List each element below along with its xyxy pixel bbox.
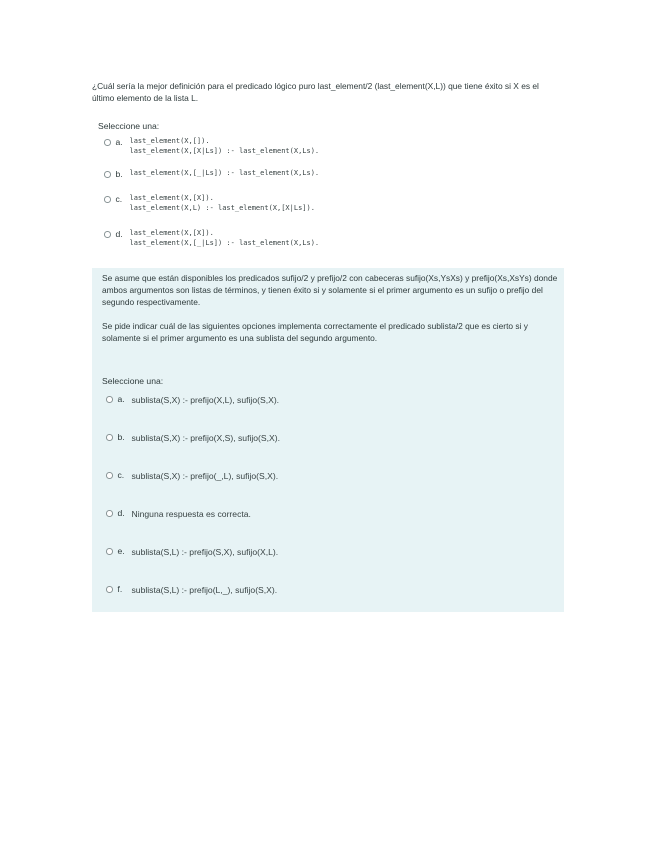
q2-option-b[interactable] <box>106 432 280 444</box>
code-line: last_element(X,[_|Ls]) :- last_element(X,Ls). <box>129 169 320 177</box>
code-line: last_element(X,[X|Ls]) :- last_element(X,Ls). <box>129 146 320 155</box>
option-letter: b. <box>117 432 125 442</box>
q2-option-a[interactable] <box>106 394 279 406</box>
radio-icon[interactable] <box>106 434 113 441</box>
question-2-stem-task: Se pide indicar cuál de las siguientes opciones implementa correctamente el predicado sublista/2 que es cierto si y solamente si el primer argumento es una sublista del segundo argumento. <box>102 321 528 343</box>
q2-option-c[interactable] <box>106 470 278 482</box>
option-letter: a. <box>115 137 123 147</box>
option-letter: f. <box>117 584 123 594</box>
radio-icon[interactable] <box>104 139 111 146</box>
option-text: Ninguna respuesta es correcta. <box>131 509 251 519</box>
option-letter: c. <box>115 194 123 204</box>
option-letter: d. <box>117 508 125 518</box>
question-2 <box>92 268 564 612</box>
option-letter: e. <box>117 546 125 556</box>
question-2-select-label: Seleccione una: <box>102 376 164 386</box>
radio-icon[interactable] <box>104 171 111 178</box>
option-letter: c. <box>117 470 125 480</box>
option-text: sublista(S,L) :- prefijo(S,X), sufijo(X,L). <box>131 547 279 557</box>
radio-icon[interactable] <box>106 586 113 593</box>
option-code <box>130 229 320 248</box>
radio-icon[interactable] <box>106 548 113 555</box>
option-letter: d. <box>115 229 123 239</box>
q2-option-e[interactable] <box>106 546 278 558</box>
q2-option-f[interactable] <box>106 584 277 596</box>
question-1-select-label: Seleccione una: <box>98 121 160 131</box>
radio-icon[interactable] <box>106 472 113 479</box>
radio-icon[interactable] <box>104 196 111 203</box>
option-code <box>130 137 320 156</box>
radio-icon[interactable] <box>106 396 113 403</box>
q1-option-c[interactable] <box>104 194 315 213</box>
option-text: sublista(S,X) :- prefijo(_,L), sufijo(S,X). <box>131 471 279 481</box>
code-line: last_element(X,[_|Ls]) :- last_element(X,Ls). <box>129 238 320 247</box>
q2-option-d[interactable] <box>106 508 251 520</box>
code-line: last_element(X,[]). <box>129 137 210 145</box>
code-line: last_element(X,[X]). <box>129 229 214 237</box>
q1-option-b[interactable] <box>104 169 319 179</box>
option-text: sublista(S,L) :- prefijo(L,_), sufijo(S,X). <box>131 585 278 595</box>
question-1-stem: ¿Cuál sería la mejor definición para el predicado lógico puro last_element/2 (last_element(X,L)) que tiene éxito si X es el último elemento de la lista L. <box>92 81 539 103</box>
option-letter: b. <box>115 169 123 179</box>
option-code <box>130 169 320 179</box>
option-code <box>130 194 315 213</box>
q1-option-d[interactable] <box>104 229 319 248</box>
question-1 <box>92 72 558 260</box>
q1-option-a[interactable] <box>104 137 319 156</box>
radio-icon[interactable] <box>104 231 111 238</box>
option-text: sublista(S,X) :- prefijo(X,S), sufijo(S,X). <box>131 433 281 443</box>
code-line: last_element(X,[X]). <box>129 194 214 202</box>
option-text: sublista(S,X) :- prefijo(X,L), sufijo(S,X). <box>131 395 280 405</box>
question-2-stem-intro: Se asume que están disponibles los predicados sufijo/2 y prefijo/2 con cabeceras sufijo(Xs,YsXs) y prefijo(Xs,XsYs) donde ambos argumentos son listas de términos, y tienen éxito si y solamente si el primer argumento es un sufijo o prefijo del segundo respectivamente. <box>102 273 558 307</box>
radio-icon[interactable] <box>106 510 113 517</box>
code-line: last_element(X,L) :- last_element(X,[X|Ls]). <box>129 203 315 212</box>
option-letter: a. <box>117 394 125 404</box>
